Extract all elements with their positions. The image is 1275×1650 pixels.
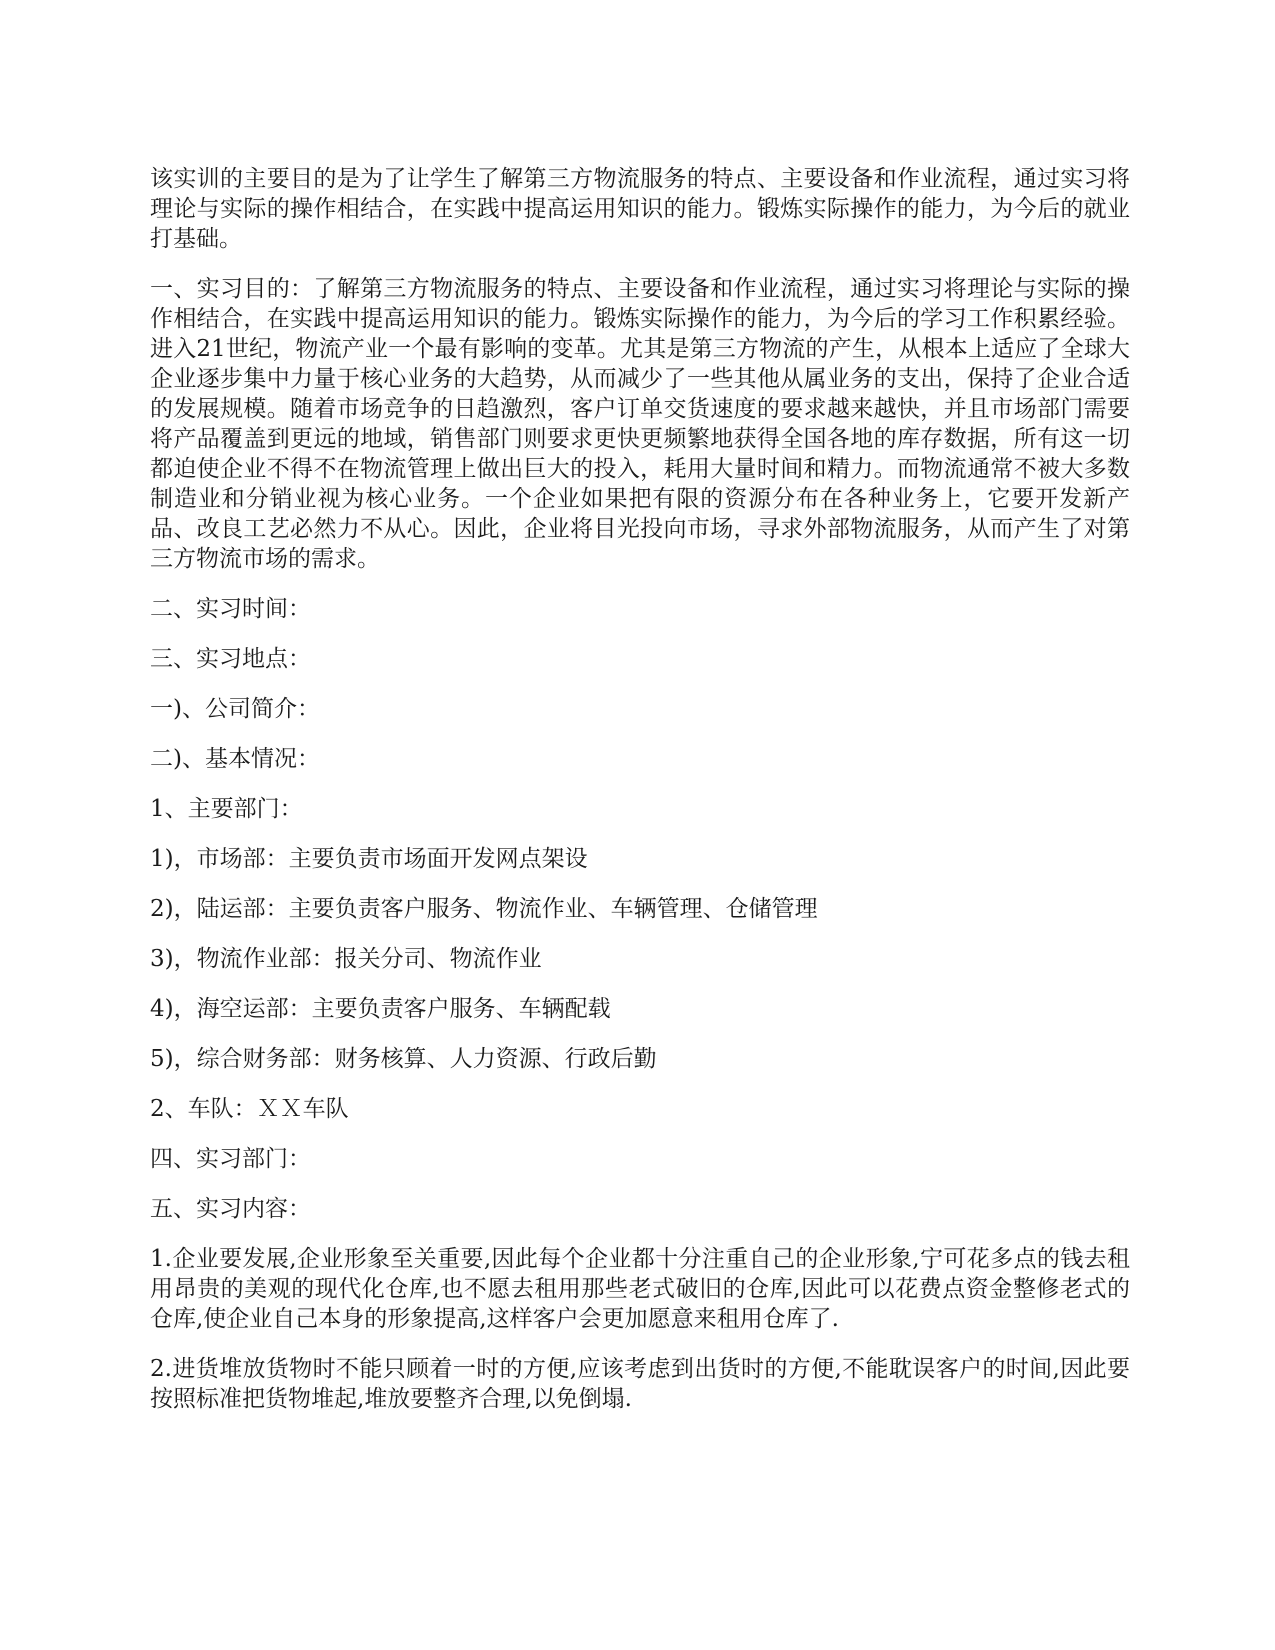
section-2-time: 二、实习时间： — [150, 596, 311, 622]
subsection-company-intro: 一)、公司简介： — [150, 696, 320, 722]
department-item-logistics-ops: 3)，物流作业部：报关分司、物流作业 — [150, 946, 542, 972]
intro-paragraph: 该实训的主要目的是为了让学生了解第三方物流服务的特点、主要设备和作业流程，通过实习将理论与实际的操作相结合，在实践中提高运用知识的能力。锻炼实际操作的能力，为今后的就业打基础。 — [150, 166, 1130, 252]
department-item-land-transport: 2)，陆运部：主要负责客户服务、物流作业、车辆管理、仓储管理 — [150, 896, 818, 922]
document-body — [150, 164, 1130, 1434]
fleet-line: 2、车队：ＸＸ车队 — [150, 1096, 349, 1122]
section-5-content: 五、实习内容： — [150, 1196, 311, 1222]
section-1-objective: 一、实习目的：了解第三方物流服务的特点、主要设备和作业流程，通过实习将理论与实际的操作相结合，在实践中提高运用知识的能力。锻炼实际操作的能力，为今后的学习工作积累经验。进入21世纪，物流产业一个最有影响的变革。尤其是第三方物流的产生，从根本上适应了全球大企业逐步集中力量于核心业务的大趋势，从而减少了一些其他从属业务的支出，保持了企业合适的发展规模。随着市场竞争的日趋激烈，客户订单交货速度的要求越来越快，并且市场部门需要将产品覆盖到更远的地域，销售部门则要求更快更频繁地获得全国各地的库存数据，所有这一切都迫使企业不得不在物流管理上做出巨大的投入，耗用大量时间和精力。而物流通常不被大多数制造业和分销业视为核心业务。一个企业如果把有限的资源分布在各种业务上，它要开发新产品、改良工艺必然力不从心。因此，企业将目光投向市场，寻求外部物流服务，从而产生了对第三方物流市场的需求。 — [150, 276, 1130, 572]
content-paragraph-1: 1.企业要发展,企业形象至关重要,因此每个企业都十分注重自己的企业形象,宁可花多点的钱去租用昂贵的美观的现代化仓库,也不愿去租用那些老式破旧的仓库,因此可以花费点资金整修老式的仓库,使企业自己本身的形象提高,这样客户会更加愿意来租用仓库了. — [150, 1246, 1130, 1332]
section-4-department: 四、实习部门： — [150, 1146, 311, 1172]
department-item-finance: 5)，综合财务部：财务核算、人力资源、行政后勤 — [150, 1046, 657, 1072]
department-item-marketing: 1)，市场部：主要负责市场面开发网点架设 — [150, 846, 588, 872]
department-item-sea-air: 4)，海空运部：主要负责客户服务、车辆配载 — [150, 996, 611, 1022]
departments-heading: 1、主要部门： — [150, 796, 303, 822]
subsection-basic-info: 二)、基本情况： — [150, 746, 320, 772]
content-paragraph-2: 2.进货堆放货物时不能只顾着一时的方便,应该考虑到出货时的方便,不能耽误客户的时间,因此要按照标准把货物堆起,堆放要整齐合理,以免倒塌. — [150, 1356, 1130, 1412]
section-3-location: 三、实习地点： — [150, 646, 311, 672]
